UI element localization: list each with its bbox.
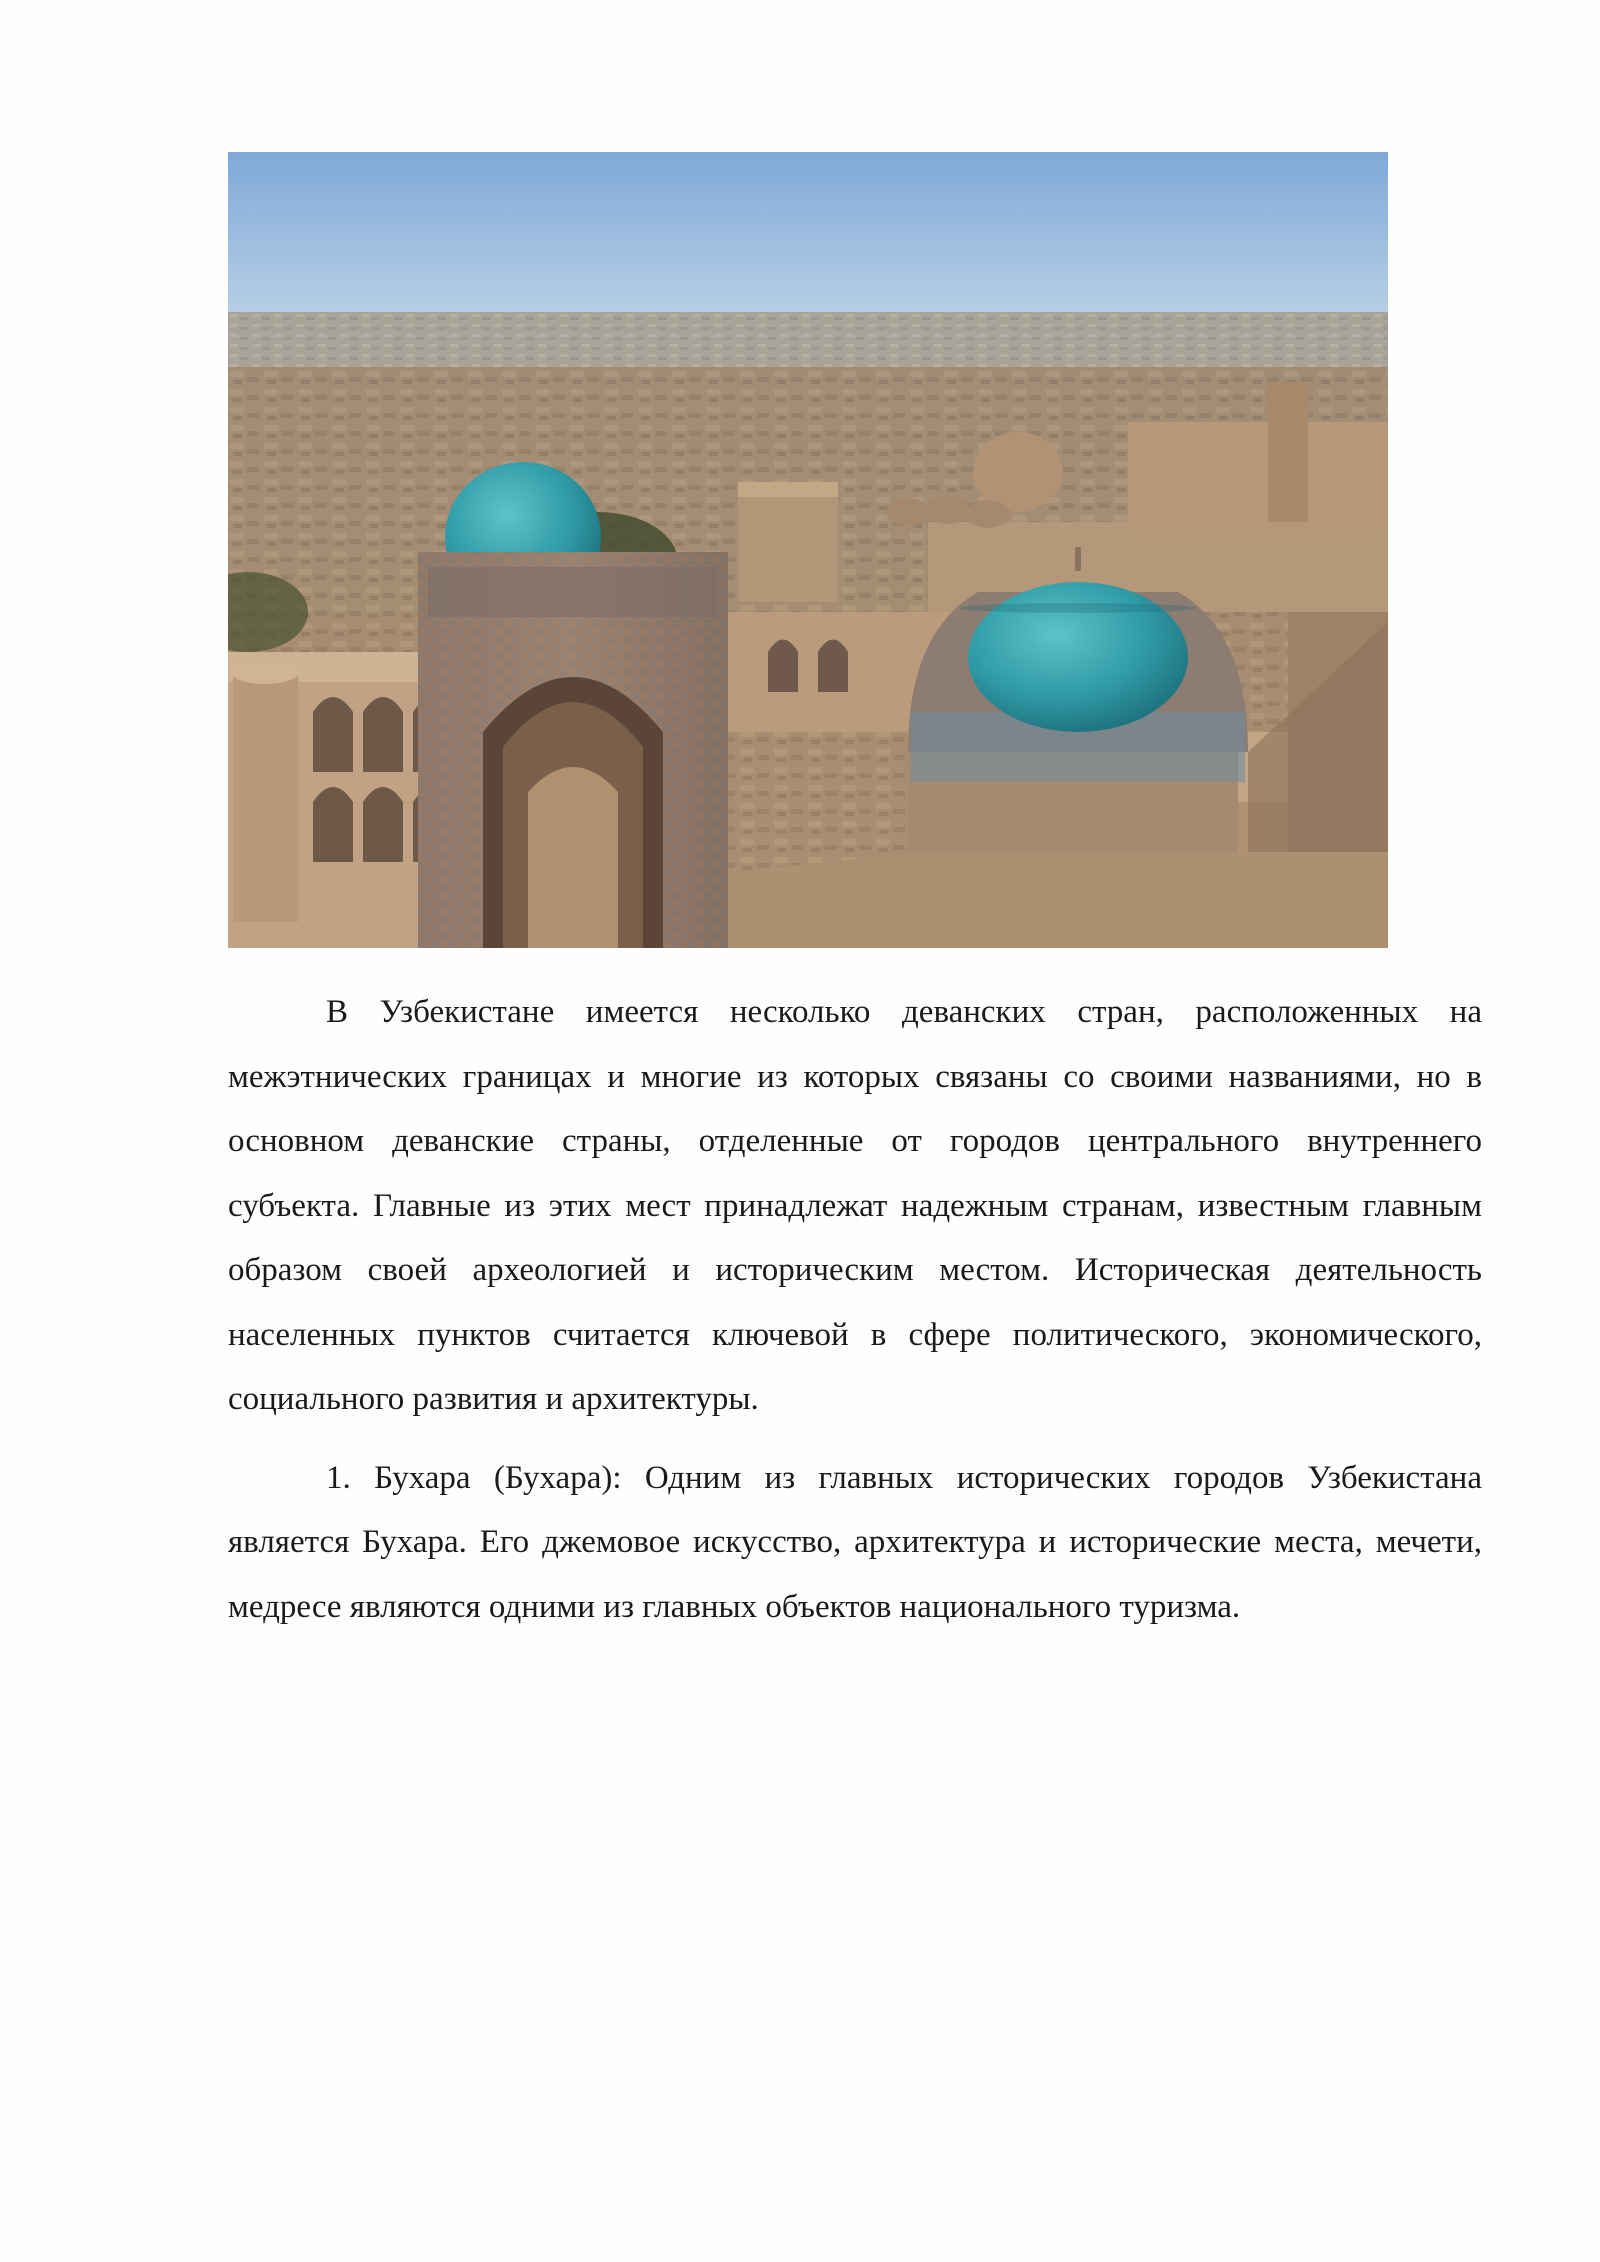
city-photo xyxy=(228,152,1388,948)
paragraph-intro: В Узбекистане имеется несколько деванских стран, расположенных на межэтнических границах и многие из которых связаны со своими названиями, но в основном деванские страны, отделенные от городов центрального внутреннего субъекта. Главные из этих мест принадлежат надежным странам, известным главным образом своей археологией и историческим местом. Историческая деятельность населенных пунктов считается ключевой в сфере политического, экономического, социального развития и архитектуры. xyxy=(228,994,1482,1417)
paragraph-bukhara: 1. Бухара (Бухара): Одним из главных исторических городов Узбекистана является Бухара. Его джемовое искусство, архитектура и исторические места, мечети, медресе являются одними из главных объектов национального туризма. xyxy=(228,1459,1482,1625)
body-text xyxy=(228,980,1482,1639)
city-photo-illustration xyxy=(228,152,1388,948)
